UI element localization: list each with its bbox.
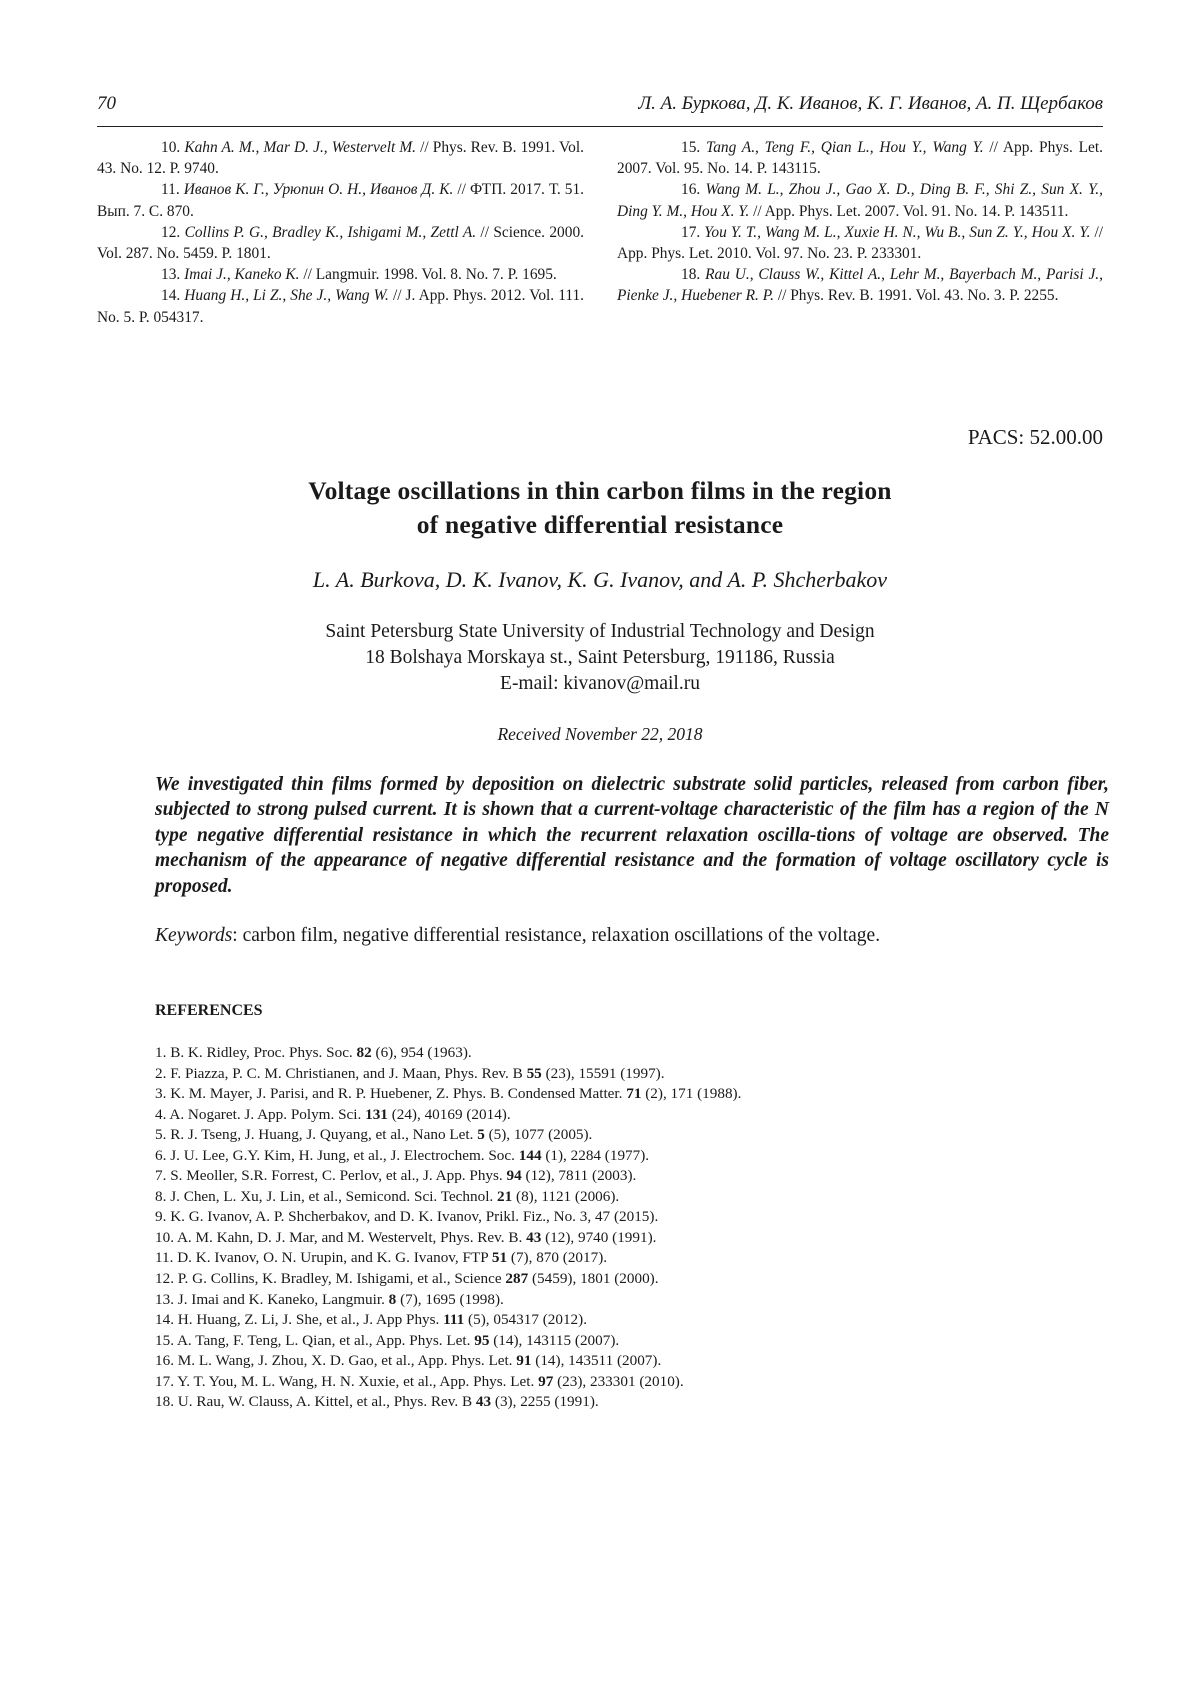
reference-volume: 51 bbox=[492, 1249, 507, 1266]
article-title-line-1: Voltage oscillations in thin carbon films in the region bbox=[0, 474, 1200, 508]
previous-reference-number: 18. bbox=[681, 266, 700, 283]
reference-volume: 111 bbox=[443, 1311, 464, 1328]
previous-reference-number: 17. bbox=[681, 224, 700, 241]
previous-reference-item bbox=[617, 264, 1103, 306]
previous-reference-source: // ФТП. 2017. Т. 51. Вып. 7. С. 870. bbox=[97, 181, 584, 219]
previous-reference-item bbox=[97, 137, 584, 179]
reference-pages-year: (24), 40169 (2014). bbox=[388, 1106, 511, 1123]
reference-text: 9. K. G. Ivanov, A. P. Shcherbakov, and D. K. Ivanov, Prikl. Fiz., No. 3, 47 (2015). bbox=[155, 1208, 658, 1225]
reference-item bbox=[155, 1207, 1055, 1228]
reference-pages-year: (23), 15591 (1997). bbox=[542, 1065, 665, 1082]
reference-volume: 82 bbox=[357, 1044, 372, 1061]
previous-reference-number: 11. bbox=[161, 181, 180, 198]
previous-reference-authors: Huang H., Li Z., She J., Wang W. bbox=[184, 287, 389, 304]
reference-text: 8. J. Chen, L. Xu, J. Lin, et al., Semicond. Sci. Technol. bbox=[155, 1188, 497, 1205]
previous-reference-source: // Phys. Rev. B. 1991. Vol. 43. No. 12. P. 9740. bbox=[97, 139, 584, 177]
reference-volume: 21 bbox=[497, 1188, 512, 1205]
reference-text: 2. F. Piazza, P. C. M. Christianen, and J. Maan, Phys. Rev. B bbox=[155, 1065, 527, 1082]
header-rule bbox=[97, 126, 1103, 127]
reference-pages-year: (8), 1121 (2006). bbox=[512, 1188, 619, 1205]
reference-volume: 287 bbox=[505, 1270, 528, 1287]
pacs-code: PACS: 52.00.00 bbox=[968, 425, 1103, 450]
abstract: We investigated thin films formed by deposition on dielectric substrate solid particles, released from carbon fiber, subjected to strong pulsed current. It is shown that a current-voltage characteristic of the film has a region of the N type negative differential resistance in which the recurrent relaxation oscilla-tions of voltage are observed. The mechanism of the appearance of negative differential resistance and the formation of voltage oscillatory cycle is proposed. bbox=[155, 772, 1109, 899]
reference-item bbox=[155, 1187, 1055, 1208]
article-authors: L. A. Burkova, D. K. Ivanov, K. G. Ivanov, and A. P. Shcherbakov bbox=[0, 567, 1200, 593]
reference-item bbox=[155, 1084, 1055, 1105]
previous-reference-number: 15. bbox=[681, 139, 700, 156]
affiliation bbox=[0, 619, 1200, 697]
reference-item bbox=[155, 1064, 1055, 1085]
previous-reference-number: 10. bbox=[161, 139, 180, 156]
reference-volume: 91 bbox=[516, 1352, 531, 1369]
reference-volume: 43 bbox=[526, 1229, 541, 1246]
reference-item bbox=[155, 1351, 1055, 1372]
reference-item bbox=[155, 1125, 1055, 1146]
reference-text: 14. H. Huang, Z. Li, J. She, et al., J. App Phys. bbox=[155, 1311, 443, 1328]
previous-reference-authors: Collins P. G., Bradley K., Ishigami M., Zettl A. bbox=[185, 224, 477, 241]
reference-text: 10. A. M. Kahn, D. J. Mar, and M. Westervelt, Phys. Rev. B. bbox=[155, 1229, 526, 1246]
journal-page bbox=[0, 0, 1200, 1698]
reference-volume: 144 bbox=[519, 1147, 542, 1164]
previous-reference-source: // Langmuir. 1998. Vol. 8. No. 7. P. 1695. bbox=[300, 266, 557, 283]
previous-reference-item bbox=[617, 222, 1103, 264]
references-list bbox=[155, 1043, 1055, 1413]
reference-text: 7. S. Meoller, S.R. Forrest, C. Perlov, et al., J. App. Phys. bbox=[155, 1167, 507, 1184]
previous-reference-authors: Kahn A. M., Mar D. J., Westervelt M. bbox=[184, 139, 416, 156]
reference-pages-year: (5), 054317 (2012). bbox=[464, 1311, 587, 1328]
reference-pages-year: (12), 7811 (2003). bbox=[522, 1167, 637, 1184]
previous-reference-source: // Science. 2000. Vol. 287. No. 5459. P. 1801. bbox=[97, 224, 584, 262]
reference-text: 18. U. Rau, W. Clauss, A. Kittel, et al., Phys. Rev. B bbox=[155, 1393, 476, 1410]
reference-item bbox=[155, 1228, 1055, 1249]
reference-text: 11. D. K. Ivanov, O. N. Urupin, and K. G. Ivanov, FTP bbox=[155, 1249, 492, 1266]
running-head-authors: Л. А. Буркова, Д. К. Иванов, К. Г. Иванов, А. П. Щербаков bbox=[638, 93, 1103, 115]
reference-pages-year: (6), 954 (1963). bbox=[372, 1044, 472, 1061]
reference-text: 6. J. U. Lee, G.Y. Kim, H. Jung, et al., J. Electrochem. Soc. bbox=[155, 1147, 519, 1164]
previous-reference-source: // App. Phys. Let. 2010. Vol. 97. No. 23. P. 233301. bbox=[617, 224, 1103, 262]
reference-pages-year: (12), 9740 (1991). bbox=[541, 1229, 656, 1246]
reference-item bbox=[155, 1146, 1055, 1167]
reference-text: 16. M. L. Wang, J. Zhou, X. D. Gao, et al., App. Phys. Let. bbox=[155, 1352, 516, 1369]
reference-pages-year: (3), 2255 (1991). bbox=[491, 1393, 599, 1410]
previous-reference-authors: Tang A., Teng F., Qian L., Hou Y., Wang Y. bbox=[706, 139, 984, 156]
reference-pages-year: (14), 143115 (2007). bbox=[489, 1332, 619, 1349]
reference-item bbox=[155, 1269, 1055, 1290]
previous-reference-number: 16. bbox=[681, 181, 700, 198]
affiliation-email: E-mail: kivanov@mail.ru bbox=[0, 671, 1200, 697]
reference-item bbox=[155, 1166, 1055, 1187]
previous-reference-authors: Imai J., Kaneko K. bbox=[184, 266, 299, 283]
reference-pages-year: (7), 870 (2017). bbox=[507, 1249, 607, 1266]
reference-item bbox=[155, 1043, 1055, 1064]
previous-reference-source: // App. Phys. Let. 2007. Vol. 91. No. 14. P. 143511. bbox=[749, 203, 1068, 220]
article-title-line-2: of negative differential resistance bbox=[0, 508, 1200, 542]
reference-pages-year: (1), 2284 (1977). bbox=[542, 1147, 650, 1164]
reference-text: 15. A. Tang, F. Teng, L. Qian, et al., App. Phys. Let. bbox=[155, 1332, 474, 1349]
reference-volume: 97 bbox=[538, 1373, 553, 1390]
affiliation-institution: Saint Petersburg State University of Industrial Technology and Design bbox=[0, 619, 1200, 645]
reference-pages-year: (5459), 1801 (2000). bbox=[528, 1270, 658, 1287]
keywords-text: : carbon film, negative differential resistance, relaxation oscillations of the voltage. bbox=[232, 925, 880, 946]
reference-text: 3. K. M. Mayer, J. Parisi, and R. P. Huebener, Z. Phys. B. Condensed Matter. bbox=[155, 1085, 626, 1102]
reference-volume: 55 bbox=[527, 1065, 542, 1082]
reference-volume: 95 bbox=[474, 1332, 489, 1349]
previous-reference-item bbox=[97, 179, 584, 221]
previous-reference-item bbox=[97, 222, 584, 264]
reference-item bbox=[155, 1331, 1055, 1352]
previous-reference-item bbox=[617, 137, 1103, 179]
article-title bbox=[0, 474, 1200, 542]
reference-pages-year: (7), 1695 (1998). bbox=[396, 1291, 504, 1308]
previous-reference-item bbox=[617, 179, 1103, 221]
reference-volume: 94 bbox=[507, 1167, 522, 1184]
keywords-label: Keywords bbox=[155, 925, 232, 946]
reference-item bbox=[155, 1392, 1055, 1413]
reference-pages-year: (14), 143511 (2007). bbox=[531, 1352, 661, 1369]
reference-pages-year: (5), 1077 (2005). bbox=[485, 1126, 593, 1143]
reference-pages-year: (23), 233301 (2010). bbox=[553, 1373, 683, 1390]
received-date: Received November 22, 2018 bbox=[0, 724, 1200, 745]
previous-reference-item bbox=[97, 264, 584, 285]
previous-reference-authors: You Y. T., Wang M. L., Xuxie H. N., Wu B., Sun Z. Y., Hou X. Y. bbox=[704, 224, 1090, 241]
reference-item bbox=[155, 1372, 1055, 1393]
reference-volume: 43 bbox=[476, 1393, 491, 1410]
reference-volume: 71 bbox=[626, 1085, 641, 1102]
previous-reference-source: // App. Phys. Let. 2007. Vol. 95. No. 14. P. 143115. bbox=[617, 139, 1103, 177]
previous-reference-item bbox=[97, 285, 584, 327]
previous-reference-authors: Wang M. L., Zhou J., Gao X. D., Ding B. F., Shi Z., Sun X. Y., Ding Y. M., Hou X. Y. bbox=[617, 181, 1103, 219]
reference-pages-year: (2), 171 (1988). bbox=[641, 1085, 741, 1102]
reference-text: 1. B. K. Ridley, Proc. Phys. Soc. bbox=[155, 1044, 357, 1061]
affiliation-address: 18 Bolshaya Morskaya st., Saint Petersburg, 191186, Russia bbox=[0, 645, 1200, 671]
reference-item bbox=[155, 1248, 1055, 1269]
reference-volume: 5 bbox=[477, 1126, 485, 1143]
previous-article-references-left-column bbox=[97, 137, 584, 328]
page-number: 70 bbox=[97, 93, 116, 115]
reference-text: 5. R. J. Tseng, J. Huang, J. Quyang, et al., Nano Let. bbox=[155, 1126, 477, 1143]
reference-text: 4. A. Nogaret. J. App. Polym. Sci. bbox=[155, 1106, 365, 1123]
reference-item bbox=[155, 1290, 1055, 1311]
reference-text: 12. P. G. Collins, K. Bradley, M. Ishigami, et al., Science bbox=[155, 1270, 505, 1287]
previous-reference-source: // Phys. Rev. B. 1991. Vol. 43. No. 3. P. 2255. bbox=[774, 287, 1058, 304]
previous-reference-source: // J. App. Phys. 2012. Vol. 111. No. 5. P. 054317. bbox=[97, 287, 584, 325]
previous-reference-number: 13. bbox=[161, 266, 180, 283]
previous-reference-authors: Rau U., Clauss W., Kittel A., Lehr M., Bayerbach M., Parisi J., Pienke J., Huebener R. P. bbox=[617, 266, 1103, 304]
reference-text: 13. J. Imai and K. Kaneko, Langmuir. bbox=[155, 1291, 389, 1308]
previous-reference-number: 12. bbox=[161, 224, 180, 241]
references-heading: REFERENCES bbox=[155, 1002, 263, 1020]
reference-volume: 8 bbox=[389, 1291, 397, 1308]
reference-text: 17. Y. T. You, M. L. Wang, H. N. Xuxie, et al., App. Phys. Let. bbox=[155, 1373, 538, 1390]
previous-reference-number: 14. bbox=[161, 287, 180, 304]
previous-article-references-right-column bbox=[617, 137, 1103, 307]
reference-volume: 131 bbox=[365, 1106, 388, 1123]
reference-item bbox=[155, 1105, 1055, 1126]
previous-reference-authors: Иванов К. Г., Урюпин О. Н., Иванов Д. К. bbox=[184, 181, 454, 198]
keywords bbox=[155, 925, 1115, 947]
running-head bbox=[97, 93, 1103, 119]
reference-item bbox=[155, 1310, 1055, 1331]
